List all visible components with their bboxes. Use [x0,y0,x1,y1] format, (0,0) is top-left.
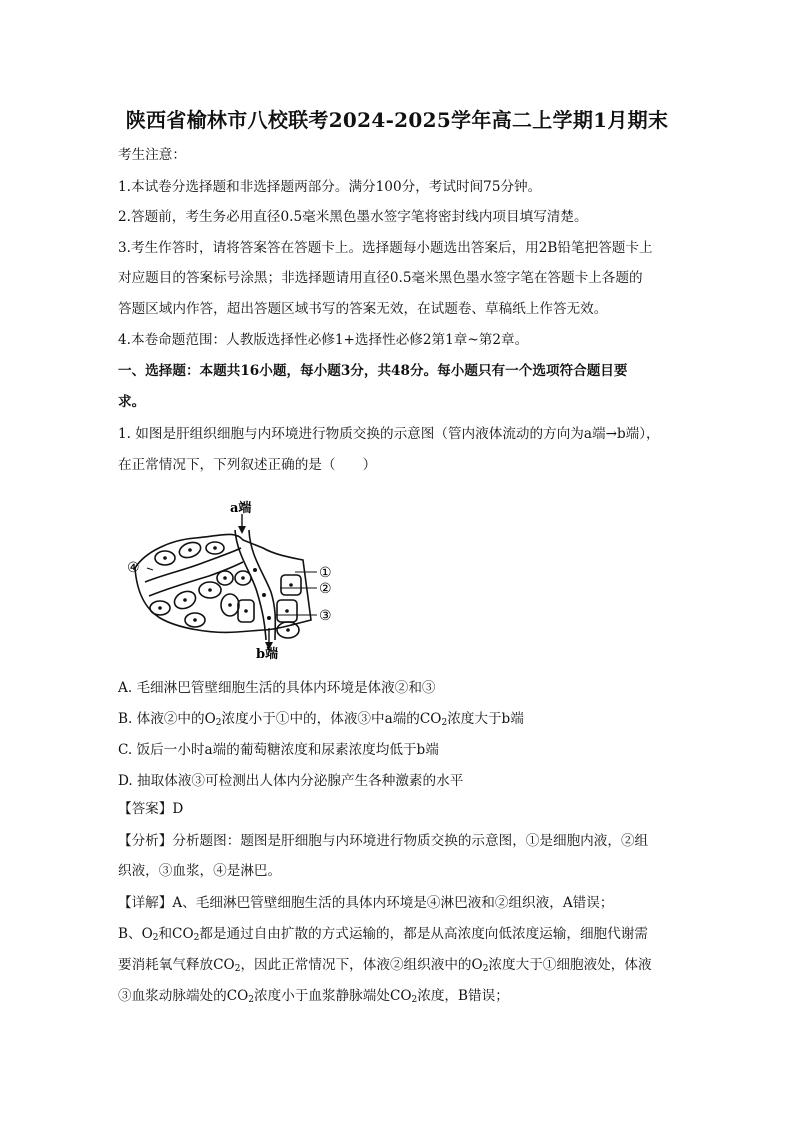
section-heading: 一、选择题：本题共16小题，每小题3分，共48分。每小题只有一个选项符合题目要 [118,363,628,379]
detail-line-4-c: 浓度，B错误； [417,988,509,1004]
detail-line-2-c: 都是通过自由扩散的方式运输的，都是从高浓度向低浓度运输，细胞代谢需 [199,926,648,942]
question-1-stem: 1. 如图是肝组织细胞与内环境进行物质交换的示意图（管内液体流动的方向为a端→b端）， [118,426,660,442]
question-1-stem-cont: 在正常情况下，下列叙述正确的是（ ） [118,457,377,473]
liver-tissue-diagram [125,500,350,660]
option-b [118,707,524,728]
section-heading-cont: 求。 [118,394,146,410]
marker-4: ④ [127,560,140,576]
detail-line-3 [118,956,652,978]
detail-line-2-sub2: 2 [193,933,200,943]
detail-line-1: 【详解】A、毛细淋巴管壁细胞生活的具体内环境是④淋巴液和②组织液，A错误； [118,895,614,911]
option-d: D. 抽取体液③可检测出人体内分泌腺产生各种激素的水平 [118,773,464,789]
notice-3: 3.考生作答时，请将答案答在答题卡上。选择题每小题选出答案后，用2B铅笔把答题卡上 [118,240,653,256]
option-c: C. 饭后一小时a端的葡萄糖浓度和尿素浓度均低于b端 [118,742,439,758]
notice-2: 2.答题前，考生务必用直径0.5毫米黑色墨水签字笔将密封线内项目填写清楚。 [118,209,588,225]
detail-line-2-b: 和CO [158,926,194,942]
detail-line-3-c: 浓度大于①细胞液处，体液 [488,957,652,973]
detail-line-2-sub1: 2 [152,933,159,943]
detail-line-3-a: 要消耗氧气释放CO [118,957,235,973]
notice-heading: 考生注意： [118,147,186,163]
analysis-line-1: 【分析】分析题图：题图是肝细胞与内环境进行物质交换的示意图，①是细胞内液，②组 [118,833,649,849]
notice-4: 4.本卷命题范围：人教版选择性必修1+选择性必修2第1章~第2章。 [118,332,529,348]
option-b-part2: 浓度小于①中的，体液③中a端的CO [221,711,442,727]
detail-line-2 [118,925,648,947]
notice-3-cont1: 对应题目的答案标号涂黑；非选择题请用直径0.5毫米黑色墨水签字笔在答题卡上各题的 [118,270,643,286]
detail-line-3-sub1: 2 [234,964,241,974]
marker-2: ② [319,581,332,597]
label-a-end: a端 [230,501,252,516]
option-b-part3: 浓度大于b端 [447,711,524,727]
answer: 【答案】D [118,801,184,817]
option-b-sub1: 2 [215,718,222,728]
detail-line-4-sub2: 2 [411,995,418,1005]
detail-line-2-a: B、O [118,926,153,942]
label-b-end: b端 [256,647,279,660]
option-a: A. 毛细淋巴管壁细胞生活的具体内环境是体液②和③ [118,680,436,696]
detail-line-4-a: ③血浆动脉端处的CO [118,988,249,1004]
option-b-part1: B. 体液②中的O [118,711,216,727]
marker-3: ③ [319,608,332,624]
analysis-line-2: 织液，③血浆，④是淋巴。 [118,863,282,879]
notice-1: 1.本试卷分选择题和非选择题两部分。满分100分，考试时间75分钟。 [118,179,542,195]
notice-3-cont2: 答题区域内作答，超出答题区域书写的答案无效，在试题卷、草稿纸上作答无效。 [118,301,608,317]
marker-1: ① [319,565,332,581]
detail-line-4-b: 浓度小于血浆静脉端处CO [254,988,412,1004]
option-b-sub2: 2 [441,718,448,728]
detail-line-4-sub1: 2 [248,995,255,1005]
detail-line-3-sub2: 2 [482,964,489,974]
detail-line-3-b: ，因此正常情况下，体液②组织液中的O [240,957,483,973]
document-title: 陕西省榆林市八校联考2024-2025学年高二上学期1月期末 [125,108,669,132]
detail-line-4 [118,987,509,1009]
